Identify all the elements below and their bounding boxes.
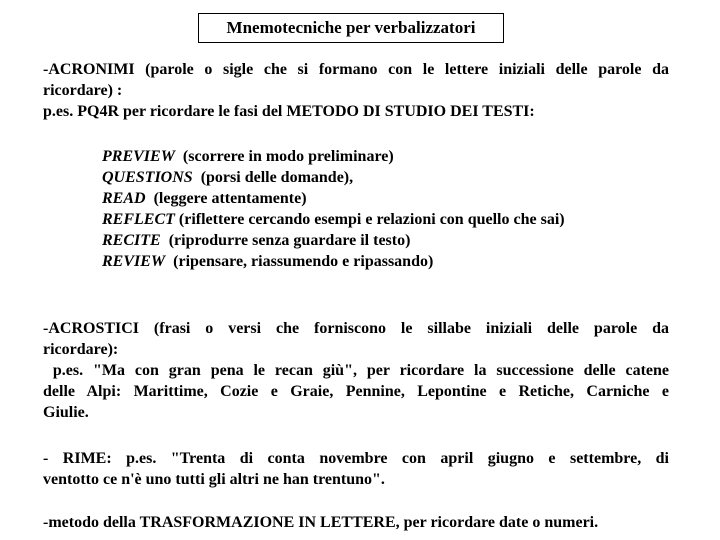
list-desc: (porsi delle domande),	[192, 169, 354, 186]
list-item	[102, 167, 565, 188]
acrostici-line-4: delle Alpi: Marittime, Cozie e Graie, Pennine, Lepontine e Retiche, Carniche e	[43, 383, 669, 400]
list-term: QUESTIONS	[102, 169, 193, 186]
list-term: REFLECT	[102, 211, 175, 228]
list-item	[102, 230, 565, 251]
trasformazione-line: -metodo della TRASFORMAZIONE IN LETTERE, per ricordare date o numeri.	[43, 514, 599, 531]
rime-section	[43, 448, 669, 490]
list-desc: (riprodurre senza guardare il testo)	[160, 232, 411, 249]
list-item	[102, 188, 565, 209]
rime-line-1: - RIME: p.es. "Trenta di conta novembre con april giugno e settembre, di	[43, 450, 669, 467]
acronimi-line-1: -ACRONIMI (parole o sigle che si formano con le lettere iniziali delle parole da	[43, 61, 669, 78]
acronimi-line-3: p.es. PQ4R per ricordare le fasi del METODO DI STUDIO DEI TESTI:	[43, 103, 535, 120]
list-desc: (leggere attentamente)	[145, 190, 307, 207]
rime-line-2: ventotto ce n'è uno tutti gli altri ne han trentuno".	[43, 471, 385, 488]
list-item	[102, 146, 565, 167]
list-item	[102, 251, 565, 272]
list-desc: (riflettere cercando esempi e relazioni con quello che sai)	[174, 211, 565, 228]
trasformazione-section	[43, 512, 669, 533]
acrostici-line-1: -ACROSTICI (frasi o versi che forniscono le sillabe iniziali delle parole da	[43, 320, 669, 337]
acrostici-line-5: Giulie.	[43, 404, 89, 421]
pq4r-list	[102, 146, 565, 272]
list-desc: (ripensare, riassumendo e ripassando)	[165, 253, 434, 270]
list-item	[102, 209, 565, 230]
acrostici-line-3: p.es. "Ma con gran pena le recan giù", per ricordare la successione delle catene	[43, 362, 670, 379]
list-term: RECITE	[102, 232, 161, 249]
list-term: READ	[102, 190, 146, 207]
page-title: Mnemotecniche per verbalizzatori	[198, 13, 504, 43]
acrostici-line-2: ricordare):	[43, 341, 119, 358]
acronimi-line-2: ricordare) :	[43, 82, 123, 99]
list-term: PREVIEW	[102, 148, 175, 165]
list-desc: (scorrere in modo preliminare)	[174, 148, 394, 165]
list-term: REVIEW	[102, 253, 166, 270]
acrostici-section	[43, 318, 669, 423]
acronimi-section	[43, 59, 669, 122]
